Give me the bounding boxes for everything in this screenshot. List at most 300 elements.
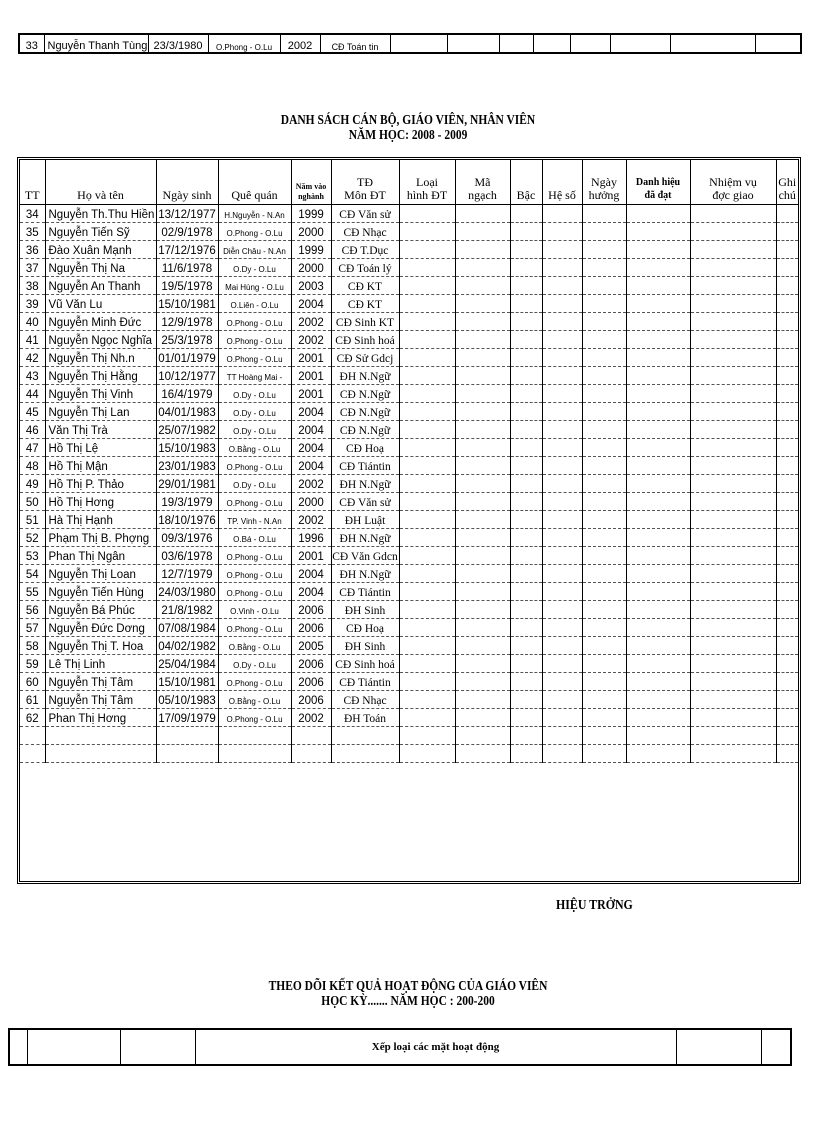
empty-cell xyxy=(626,655,690,673)
hometown-cell: O.Bằng - O.Lu xyxy=(218,691,291,709)
dob-cell: 25/07/1982 xyxy=(156,421,218,439)
empty-cell xyxy=(455,313,510,331)
empty-cell xyxy=(455,529,510,547)
stt-cell: 55 xyxy=(20,583,45,601)
empty-cell xyxy=(399,439,455,457)
name-cell: Nguyễn Thanh Tùng xyxy=(44,34,148,53)
major-cell: CĐ T.Dục xyxy=(331,241,399,259)
hometown-cell: O.Bằng - O.Lu xyxy=(218,439,291,457)
empty-cell xyxy=(510,691,542,709)
name-cell: Lê Thị Linh xyxy=(45,655,156,673)
empty-cell xyxy=(455,619,510,637)
empty-cell xyxy=(510,529,542,547)
empty-cell xyxy=(626,331,690,349)
empty-cell xyxy=(776,295,798,313)
empty-cell xyxy=(455,457,510,475)
empty-cell xyxy=(582,475,626,493)
empty-cell xyxy=(776,691,798,709)
major-cell: ĐH N.Ngữ xyxy=(331,367,399,385)
year-cell: 2002 xyxy=(291,475,331,493)
hometown-cell: TT Hoàng Mai - xyxy=(218,367,291,385)
empty-cell xyxy=(690,313,776,331)
dob-cell: 23/3/1980 xyxy=(148,34,208,53)
name-cell: Nguyễn Thị Lan xyxy=(45,403,156,421)
stt-cell: 41 xyxy=(20,331,45,349)
empty-cell xyxy=(776,565,798,583)
empty-cell xyxy=(45,745,156,763)
table-row xyxy=(20,673,798,691)
staff-table-frame xyxy=(17,157,801,884)
header-rank: Bậc xyxy=(510,160,542,205)
empty-cell xyxy=(776,421,798,439)
empty-cell xyxy=(690,619,776,637)
major-cell: CĐ Toán lý xyxy=(331,259,399,277)
empty-cell xyxy=(455,583,510,601)
empty-cell xyxy=(582,457,626,475)
hometown-cell: O.Phong - O.Lu xyxy=(208,34,280,53)
empty-cell xyxy=(542,313,582,331)
signature-label: HIỆU TRỞNG xyxy=(556,898,633,913)
dob-cell: 17/09/1979 xyxy=(156,709,218,727)
header-duty-top: Nhiệm vụ xyxy=(709,175,757,189)
empty-cell xyxy=(690,601,776,619)
empty-cell xyxy=(399,475,455,493)
year-cell: 2005 xyxy=(291,637,331,655)
empty-cell xyxy=(690,223,776,241)
major-cell: CĐ Hoạ xyxy=(331,619,399,637)
empty-cell xyxy=(399,709,455,727)
empty-cell xyxy=(690,331,776,349)
name-cell: Phan Thị Hơng xyxy=(45,709,156,727)
empty-cell xyxy=(776,439,798,457)
empty-cell xyxy=(582,277,626,295)
empty-cell xyxy=(582,511,626,529)
header-year-top: Năm vào xyxy=(295,182,327,191)
hometown-cell: TP. Vinh - N.An xyxy=(218,511,291,529)
empty-cell xyxy=(399,673,455,691)
stt-cell: 56 xyxy=(20,601,45,619)
section2-subtitle: HỌC KỲ....... NĂM HỌC : 200-200 xyxy=(321,994,495,1009)
empty-cell xyxy=(510,673,542,691)
empty-cell xyxy=(455,637,510,655)
empty-cell xyxy=(626,529,690,547)
table-row xyxy=(20,223,798,241)
rating-label: Xếp loại các mặt hoạt động xyxy=(195,1029,676,1065)
empty-cell xyxy=(510,565,542,583)
header-type-bottom: hình ĐT xyxy=(406,188,448,202)
empty-cell xyxy=(542,205,582,223)
hometown-cell: O.Dy - O.Lu xyxy=(218,475,291,493)
table-row xyxy=(20,277,798,295)
table-row xyxy=(20,637,798,655)
empty-cell xyxy=(690,241,776,259)
empty-cell xyxy=(690,745,776,763)
header-td-bottom: Môn ĐT xyxy=(344,188,386,202)
dob-cell: 02/9/1978 xyxy=(156,223,218,241)
dob-cell: 15/10/1981 xyxy=(156,295,218,313)
header-code-bottom: ngạch xyxy=(468,188,497,202)
name-cell: Nguyễn Tiến Sỹ xyxy=(45,223,156,241)
empty-cell xyxy=(776,205,798,223)
empty-cell xyxy=(690,385,776,403)
empty-cell xyxy=(626,475,690,493)
stt-cell: 57 xyxy=(20,619,45,637)
header-td-top: TĐ xyxy=(357,175,373,189)
major-cell: ĐH N.Ngữ xyxy=(331,475,399,493)
name-cell: Nguyễn Thị T. Hoa xyxy=(45,637,156,655)
activity-table xyxy=(8,1028,792,1066)
hometown-cell: O.Dy - O.Lu xyxy=(218,403,291,421)
empty-cell xyxy=(510,385,542,403)
stt-cell: 50 xyxy=(20,493,45,511)
empty-cell xyxy=(776,583,798,601)
year-cell: 2000 xyxy=(291,259,331,277)
hometown-cell: O.Phong - O.Lu xyxy=(218,565,291,583)
empty-cell xyxy=(626,367,690,385)
empty-cell xyxy=(776,655,798,673)
empty-cell xyxy=(218,727,291,745)
empty-cell xyxy=(776,547,798,565)
header-code-top: Mã xyxy=(474,175,491,189)
empty-cell xyxy=(156,745,218,763)
empty-cell xyxy=(455,709,510,727)
empty-cell xyxy=(776,241,798,259)
stt-cell: 42 xyxy=(20,349,45,367)
empty-cell xyxy=(776,673,798,691)
empty-cell xyxy=(455,367,510,385)
empty-cell xyxy=(690,529,776,547)
header-note-top: Ghi xyxy=(778,175,797,189)
header-note xyxy=(776,160,798,205)
stt-cell: 38 xyxy=(20,277,45,295)
empty-cell xyxy=(399,295,455,313)
empty-cell xyxy=(399,691,455,709)
empty-cell xyxy=(776,709,798,727)
stt-cell: 54 xyxy=(20,565,45,583)
dob-cell: 25/04/1984 xyxy=(156,655,218,673)
header-type xyxy=(399,160,455,205)
empty-cell xyxy=(510,745,542,763)
year-cell: 1999 xyxy=(291,205,331,223)
empty-cell xyxy=(399,403,455,421)
empty-cell xyxy=(542,421,582,439)
empty-cell xyxy=(455,277,510,295)
empty-cell xyxy=(510,403,542,421)
dob-cell: 21/8/1982 xyxy=(156,601,218,619)
empty-cell xyxy=(626,583,690,601)
header-duty xyxy=(690,160,776,205)
year-cell: 2002 xyxy=(291,331,331,349)
empty-cell xyxy=(510,475,542,493)
empty-cell xyxy=(542,619,582,637)
empty-cell xyxy=(582,709,626,727)
empty-cell xyxy=(390,34,447,53)
empty-cell xyxy=(399,205,455,223)
empty-cell xyxy=(626,547,690,565)
empty-cell xyxy=(510,277,542,295)
empty-cell xyxy=(776,277,798,295)
major-cell: CĐ Toán tin xyxy=(320,34,390,53)
empty-cell xyxy=(399,223,455,241)
header-title-top: Danh hiệu xyxy=(635,177,681,188)
empty-cell xyxy=(582,313,626,331)
empty-cell xyxy=(776,745,798,763)
dob-cell: 19/3/1979 xyxy=(156,493,218,511)
empty-cell xyxy=(510,421,542,439)
continued-row-table xyxy=(18,33,802,54)
empty-cell xyxy=(542,637,582,655)
dob-cell: 13/12/1977 xyxy=(156,205,218,223)
empty-cell xyxy=(690,295,776,313)
hometown-cell: Mai Hùng - O.Lu xyxy=(218,277,291,295)
empty-cell xyxy=(399,745,455,763)
empty-cell xyxy=(626,457,690,475)
hometown-cell: Diễn Châu - N.An xyxy=(218,241,291,259)
empty-cell xyxy=(626,295,690,313)
empty-cell xyxy=(45,727,156,745)
empty-cell xyxy=(399,655,455,673)
empty-cell xyxy=(690,457,776,475)
empty-cell xyxy=(776,619,798,637)
empty-cell xyxy=(626,313,690,331)
header-date xyxy=(582,160,626,205)
empty-cell xyxy=(690,655,776,673)
major-cell: CĐ Văn sử xyxy=(331,205,399,223)
dob-cell: 19/5/1978 xyxy=(156,277,218,295)
empty-cell xyxy=(776,259,798,277)
table-row xyxy=(20,565,798,583)
empty-cell xyxy=(399,529,455,547)
table-row xyxy=(20,583,798,601)
header-row xyxy=(20,160,798,205)
table-row xyxy=(20,547,798,565)
empty-cell xyxy=(776,385,798,403)
empty-cell xyxy=(399,493,455,511)
table-row xyxy=(20,313,798,331)
empty-cell xyxy=(499,34,533,53)
empty-cell xyxy=(570,34,610,53)
empty-cell xyxy=(542,367,582,385)
header-coef: Hệ số xyxy=(542,160,582,205)
major-cell: ĐH Sinh xyxy=(331,601,399,619)
empty-cell xyxy=(776,601,798,619)
empty-cell xyxy=(582,349,626,367)
hometown-cell: O.Phong - O.Lu xyxy=(218,583,291,601)
year-cell: 2004 xyxy=(291,439,331,457)
empty-cell xyxy=(761,1029,791,1065)
stt-cell: 60 xyxy=(20,673,45,691)
empty-cell xyxy=(582,367,626,385)
hometown-cell: O.Dy - O.Lu xyxy=(218,421,291,439)
empty-cell xyxy=(670,34,755,53)
empty-cell xyxy=(510,583,542,601)
empty-cell xyxy=(776,727,798,745)
table-row xyxy=(20,259,798,277)
table-row xyxy=(20,475,798,493)
empty-cell xyxy=(399,583,455,601)
year-cell: 2000 xyxy=(291,493,331,511)
stt-cell: 48 xyxy=(20,457,45,475)
empty-cell xyxy=(776,349,798,367)
stt-cell: 45 xyxy=(20,403,45,421)
empty-cell xyxy=(776,223,798,241)
empty-cell xyxy=(542,223,582,241)
dob-cell: 04/02/1982 xyxy=(156,637,218,655)
empty-cell xyxy=(291,727,331,745)
major-cell: CĐ Sinh KT xyxy=(331,313,399,331)
empty-cell xyxy=(218,745,291,763)
empty-cell xyxy=(776,313,798,331)
name-cell: Hà Thị Hạnh xyxy=(45,511,156,529)
name-cell: Nguyễn Th.Thu Hiền xyxy=(45,205,156,223)
empty-cell xyxy=(9,1029,27,1065)
hometown-cell: O.Dy - O.Lu xyxy=(218,655,291,673)
name-cell: Phạm Thị B. Phợng xyxy=(45,529,156,547)
stt-cell: 62 xyxy=(20,709,45,727)
dob-cell: 01/01/1979 xyxy=(156,349,218,367)
hometown-cell: O.Bằng - O.Lu xyxy=(218,637,291,655)
table-row xyxy=(20,349,798,367)
empty-cell xyxy=(455,295,510,313)
empty-cell xyxy=(690,493,776,511)
empty-cell xyxy=(626,421,690,439)
major-cell: CĐ Sinh hoá xyxy=(331,655,399,673)
dob-cell: 16/4/1979 xyxy=(156,385,218,403)
empty-cell xyxy=(776,475,798,493)
empty-cell xyxy=(455,511,510,529)
empty-cell xyxy=(582,583,626,601)
empty-cell xyxy=(455,655,510,673)
empty-cell xyxy=(399,241,455,259)
empty-cell xyxy=(626,727,690,745)
table-row xyxy=(20,709,798,727)
stt-cell: 33 xyxy=(19,34,44,53)
empty-cell xyxy=(399,277,455,295)
year-cell: 2002 xyxy=(291,709,331,727)
hometown-cell: O.Phong - O.Lu xyxy=(218,457,291,475)
empty-cell xyxy=(626,349,690,367)
empty-cell xyxy=(291,745,331,763)
hometown-cell: O.Vinh - O.Lu xyxy=(218,601,291,619)
dob-cell: 17/12/1976 xyxy=(156,241,218,259)
empty-cell xyxy=(542,709,582,727)
empty-cell xyxy=(455,565,510,583)
empty-cell xyxy=(626,709,690,727)
empty-cell xyxy=(776,403,798,421)
empty-cell xyxy=(542,241,582,259)
year-cell: 2002 xyxy=(291,511,331,529)
year-cell: 2004 xyxy=(291,295,331,313)
year-cell: 2002 xyxy=(291,313,331,331)
empty-cell xyxy=(455,439,510,457)
hometown-cell: O.Bá - O.Lu xyxy=(218,529,291,547)
dob-cell: 24/03/1980 xyxy=(156,583,218,601)
stt-cell: 61 xyxy=(20,691,45,709)
name-cell: Nguyễn Thị Tâm xyxy=(45,673,156,691)
major-cell: CĐ Nhạc xyxy=(331,691,399,709)
empty-cell xyxy=(455,259,510,277)
name-cell: Nguyễn Thị Vinh xyxy=(45,385,156,403)
major-cell: ĐH Sinh xyxy=(331,637,399,655)
empty-cell xyxy=(626,259,690,277)
empty-cell xyxy=(510,619,542,637)
dob-cell: 12/7/1979 xyxy=(156,565,218,583)
table-row xyxy=(20,655,798,673)
empty-cell xyxy=(690,547,776,565)
empty-cell xyxy=(510,457,542,475)
empty-cell xyxy=(542,547,582,565)
empty-cell xyxy=(20,727,45,745)
stt-cell: 59 xyxy=(20,655,45,673)
dob-cell: 29/01/1981 xyxy=(156,475,218,493)
empty-cell xyxy=(626,601,690,619)
empty-cell xyxy=(582,601,626,619)
stt-cell: 58 xyxy=(20,637,45,655)
table-row xyxy=(20,439,798,457)
empty-cell xyxy=(20,745,45,763)
year-cell: 2006 xyxy=(291,673,331,691)
stt-cell: 40 xyxy=(20,313,45,331)
stt-cell: 39 xyxy=(20,295,45,313)
empty-cell xyxy=(626,223,690,241)
empty-cell xyxy=(690,727,776,745)
empty-cell xyxy=(582,619,626,637)
table-row xyxy=(20,295,798,313)
table-row xyxy=(20,367,798,385)
major-cell: CĐ KT xyxy=(331,295,399,313)
empty-cell xyxy=(510,313,542,331)
name-cell: Hồ Thị Lệ xyxy=(45,439,156,457)
empty-cell xyxy=(542,349,582,367)
major-cell: CĐ Văn Gdcn xyxy=(331,547,399,565)
table-row xyxy=(20,241,798,259)
year-cell: 2000 xyxy=(291,223,331,241)
empty-cell xyxy=(542,583,582,601)
empty-cell xyxy=(455,385,510,403)
empty-cell xyxy=(626,241,690,259)
empty-cell xyxy=(399,259,455,277)
empty-cell xyxy=(582,439,626,457)
section2-title: THEO DÕI KẾT QUẢ HOẠT ĐỘNG CỦA GIÁO VIÊN xyxy=(268,979,548,994)
major-cell: CĐ Tiántin xyxy=(331,583,399,601)
empty-cell xyxy=(582,403,626,421)
empty-cell xyxy=(776,637,798,655)
empty-cell xyxy=(510,241,542,259)
empty-cell xyxy=(120,1029,195,1065)
major-cell: CĐ Tiántin xyxy=(331,673,399,691)
empty-cell xyxy=(510,295,542,313)
empty-cell xyxy=(542,529,582,547)
empty-cell xyxy=(690,565,776,583)
year-cell: 2001 xyxy=(291,367,331,385)
major-cell: CĐ Nhạc xyxy=(331,223,399,241)
header-code xyxy=(455,160,510,205)
empty-cell xyxy=(690,475,776,493)
table-row xyxy=(19,34,801,53)
empty-cell xyxy=(331,745,399,763)
empty-cell xyxy=(582,727,626,745)
blank-row xyxy=(20,745,798,763)
table-row xyxy=(20,331,798,349)
name-cell: Nguyễn Đức Dơng xyxy=(45,619,156,637)
header-title-bottom: đã đạt xyxy=(644,190,672,201)
empty-cell xyxy=(626,637,690,655)
empty-cell xyxy=(510,223,542,241)
empty-cell xyxy=(399,547,455,565)
empty-cell xyxy=(582,547,626,565)
name-cell: Nguyễn Minh Đức xyxy=(45,313,156,331)
hometown-cell: O.Phong - O.Lu xyxy=(218,313,291,331)
